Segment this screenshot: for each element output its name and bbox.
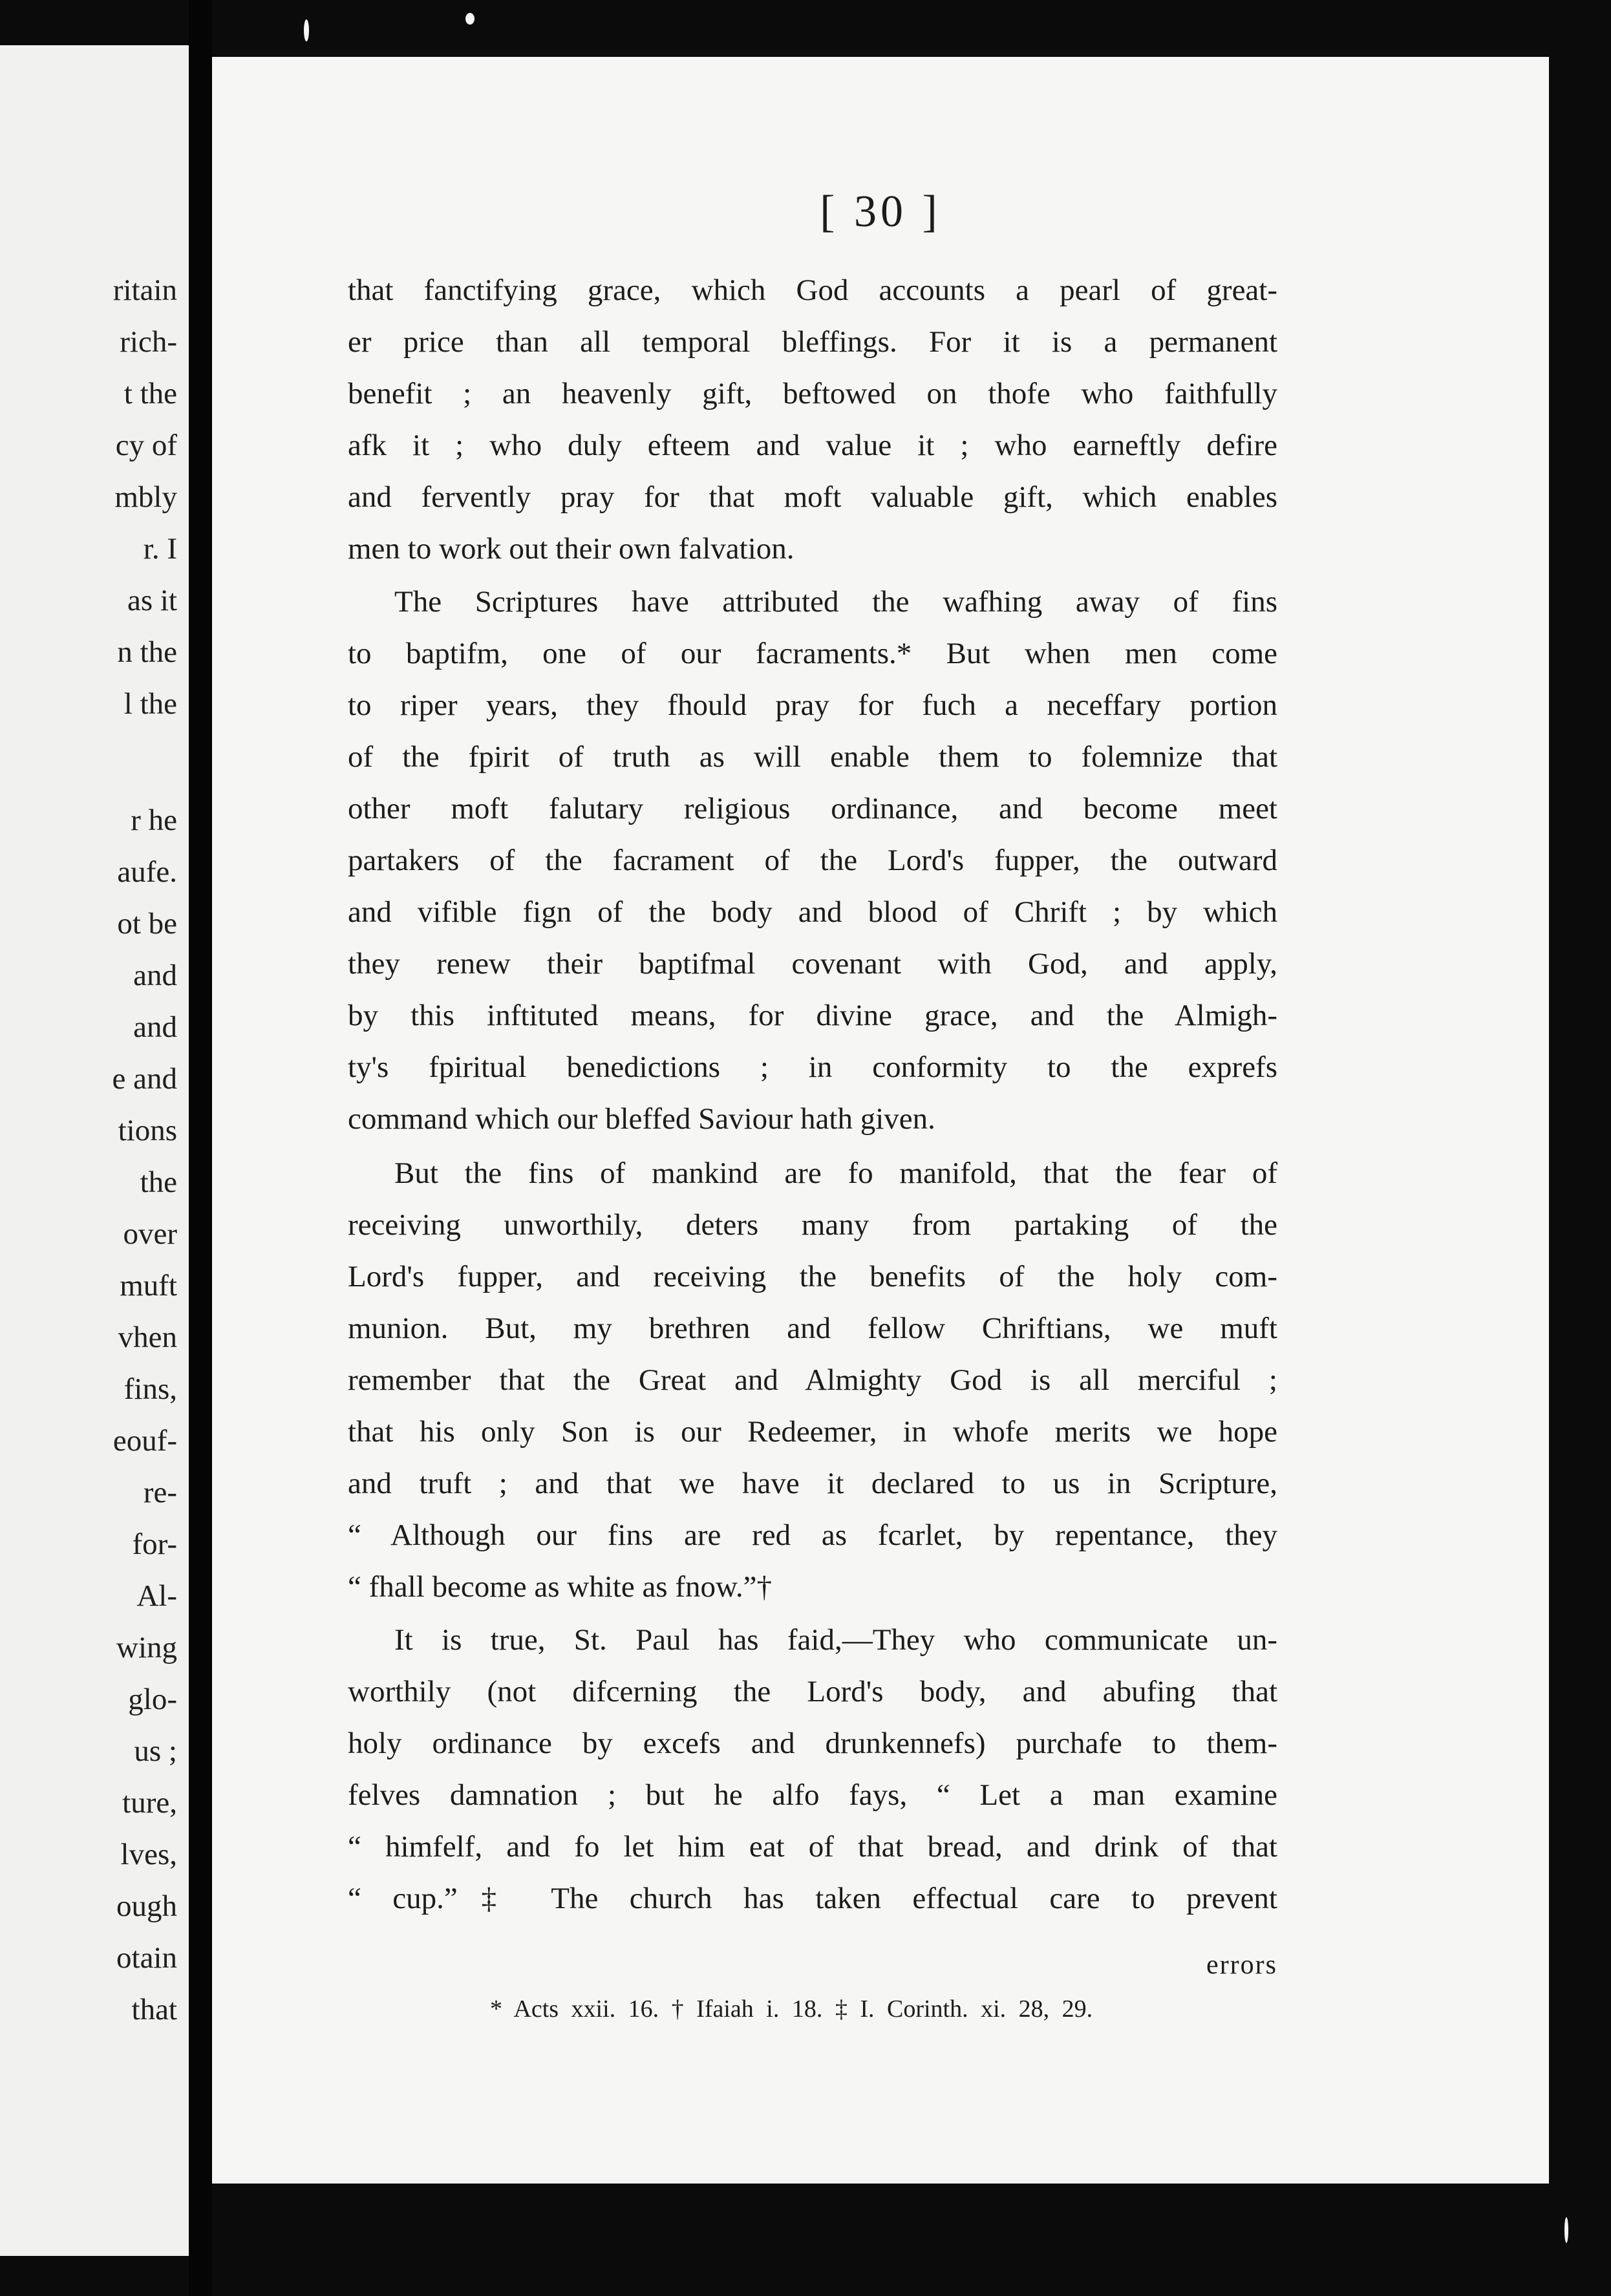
text-line: The Scriptures have attributed the wafhing away of fins — [394, 585, 1277, 619]
text-line: that his only Son is our Redeemer, in whofe merits we hope — [348, 1415, 1277, 1449]
text-line: of the fpirit of truth as will enable them to folemnize that — [348, 740, 1277, 774]
left-page-line: l the — [123, 687, 177, 721]
text-line: ty's fpiritual benedictions ; in conformity to the exprefs — [348, 1050, 1277, 1084]
left-page-line: wing — [116, 1631, 177, 1664]
left-page-line: vhen — [118, 1321, 177, 1354]
left-page-line: e and — [112, 1062, 177, 1096]
text-line: felves damnation ; but he alfo fays, “ Let a man examine — [348, 1778, 1277, 1812]
left-page-line: fins, — [123, 1372, 177, 1406]
left-page-line: ritain — [112, 273, 177, 307]
left-page-line: t the — [123, 377, 177, 410]
book-gutter — [189, 0, 212, 2296]
text-line: and fervently pray for that moft valuable gift, which enables — [348, 480, 1277, 514]
text-line: and truft ; and that we have it declared to us in Scripture, — [348, 1467, 1277, 1500]
left-page-line: us ; — [134, 1734, 177, 1768]
text-line: Lord's fupper, and receiving the benefits of the holy com- — [348, 1260, 1277, 1293]
left-page-line: lves, — [120, 1838, 177, 1871]
left-page-line: otain — [116, 1941, 177, 1975]
text-line: It is true, St. Paul has faid,—They who communicate un- — [394, 1623, 1277, 1657]
left-page-line: for- — [132, 1527, 177, 1561]
left-page-line: and — [133, 1010, 177, 1044]
catchword: errors — [1206, 1950, 1277, 1980]
text-line: receiving unworthily, deters many from partaking of the — [348, 1208, 1277, 1242]
text-line: other moft falutary religious ordinance, and become meet — [348, 792, 1277, 825]
text-line: partakers of the facrament of the Lord's fupper, the outward — [348, 844, 1277, 877]
text-line: “ himfelf, and fo let him eat of that bread, and drink of that — [348, 1830, 1277, 1864]
scan-speck — [465, 13, 475, 25]
text-line: to baptifm, one of our facraments.* But when men come — [348, 637, 1277, 670]
footnotes: * Acts xxii. 16. † Ifaiah i. 18. ‡ I. Corinth. xi. 28, 29. — [490, 1995, 1093, 2023]
scan-speck — [304, 19, 309, 41]
left-page-line: re- — [143, 1476, 177, 1509]
text-line: command which our bleffed Saviour hath given. — [348, 1102, 935, 1136]
left-page-line: over — [123, 1217, 177, 1251]
text-line: afk it ; who duly efteem and value it ; who earneftly defire — [348, 429, 1277, 462]
left-page-line: muft — [120, 1269, 177, 1302]
left-page-line: r he — [131, 803, 177, 837]
text-line: “ fhall become as white as fnow.”† — [348, 1570, 773, 1604]
text-line: and vifible fign of the body and blood of Chrift ; by which — [348, 895, 1277, 929]
left-page-line: eouf- — [112, 1424, 177, 1458]
text-line: they renew their baptifmal covenant with God, and apply, — [348, 947, 1277, 981]
left-page-line: rich- — [120, 325, 177, 359]
book-page — [212, 57, 1549, 2184]
left-page-line: and — [133, 959, 177, 992]
left-page-line: mbly — [114, 480, 177, 514]
left-page-line: r. I — [143, 532, 177, 566]
scan-speck — [1564, 2217, 1568, 2243]
left-page-line: ough — [116, 1889, 177, 1923]
left-page-line: tions — [118, 1114, 177, 1147]
page-number: [ 30 ] — [820, 187, 941, 237]
left-page-line: ture, — [122, 1786, 177, 1820]
left-page-line: cy of — [115, 429, 177, 462]
text-line: remember that the Great and Almighty God is all merciful ; — [348, 1363, 1277, 1397]
text-line: men to work out their own falvation. — [348, 532, 795, 566]
text-line: worthily (not difcerning the Lord's body, and abufing that — [348, 1675, 1277, 1708]
text-line: er price than all temporal bleffings. For it is a permanent — [348, 325, 1277, 359]
text-line: “ Although our fins are red as fcarlet, by repentance, they — [348, 1518, 1277, 1552]
text-line: benefit ; an heavenly gift, beftowed on thofe who faithfully — [348, 377, 1277, 410]
text-line: holy ordinance by excefs and drunkennefs) purchafe to them- — [348, 1727, 1277, 1760]
left-page-line: the — [140, 1165, 177, 1199]
text-line: by this inftituted means, for divine grace, and the Almigh- — [348, 999, 1277, 1032]
text-line: to riper years, they fhould pray for fuch a neceffary portion — [348, 688, 1277, 722]
previous-page-fragment — [0, 45, 189, 2256]
left-page-line: glo- — [128, 1683, 177, 1716]
left-page-line: Al- — [136, 1579, 177, 1613]
left-page-line: ot be — [117, 907, 177, 941]
left-page-line: that — [131, 1993, 177, 2026]
text-line: that fanctifying grace, which God accounts a pearl of great- — [348, 273, 1277, 307]
text-line: But the fins of mankind are fo manifold, that the fear of — [394, 1156, 1277, 1190]
left-page-line: aufe. — [117, 855, 177, 889]
text-line: munion. But, my brethren and fellow Chriftians, we muft — [348, 1312, 1277, 1345]
left-page-line: n the — [117, 635, 177, 669]
left-page-line: as it — [127, 584, 177, 617]
text-line: “ cup.”‡ The church has taken effectual care to prevent — [348, 1882, 1277, 1915]
